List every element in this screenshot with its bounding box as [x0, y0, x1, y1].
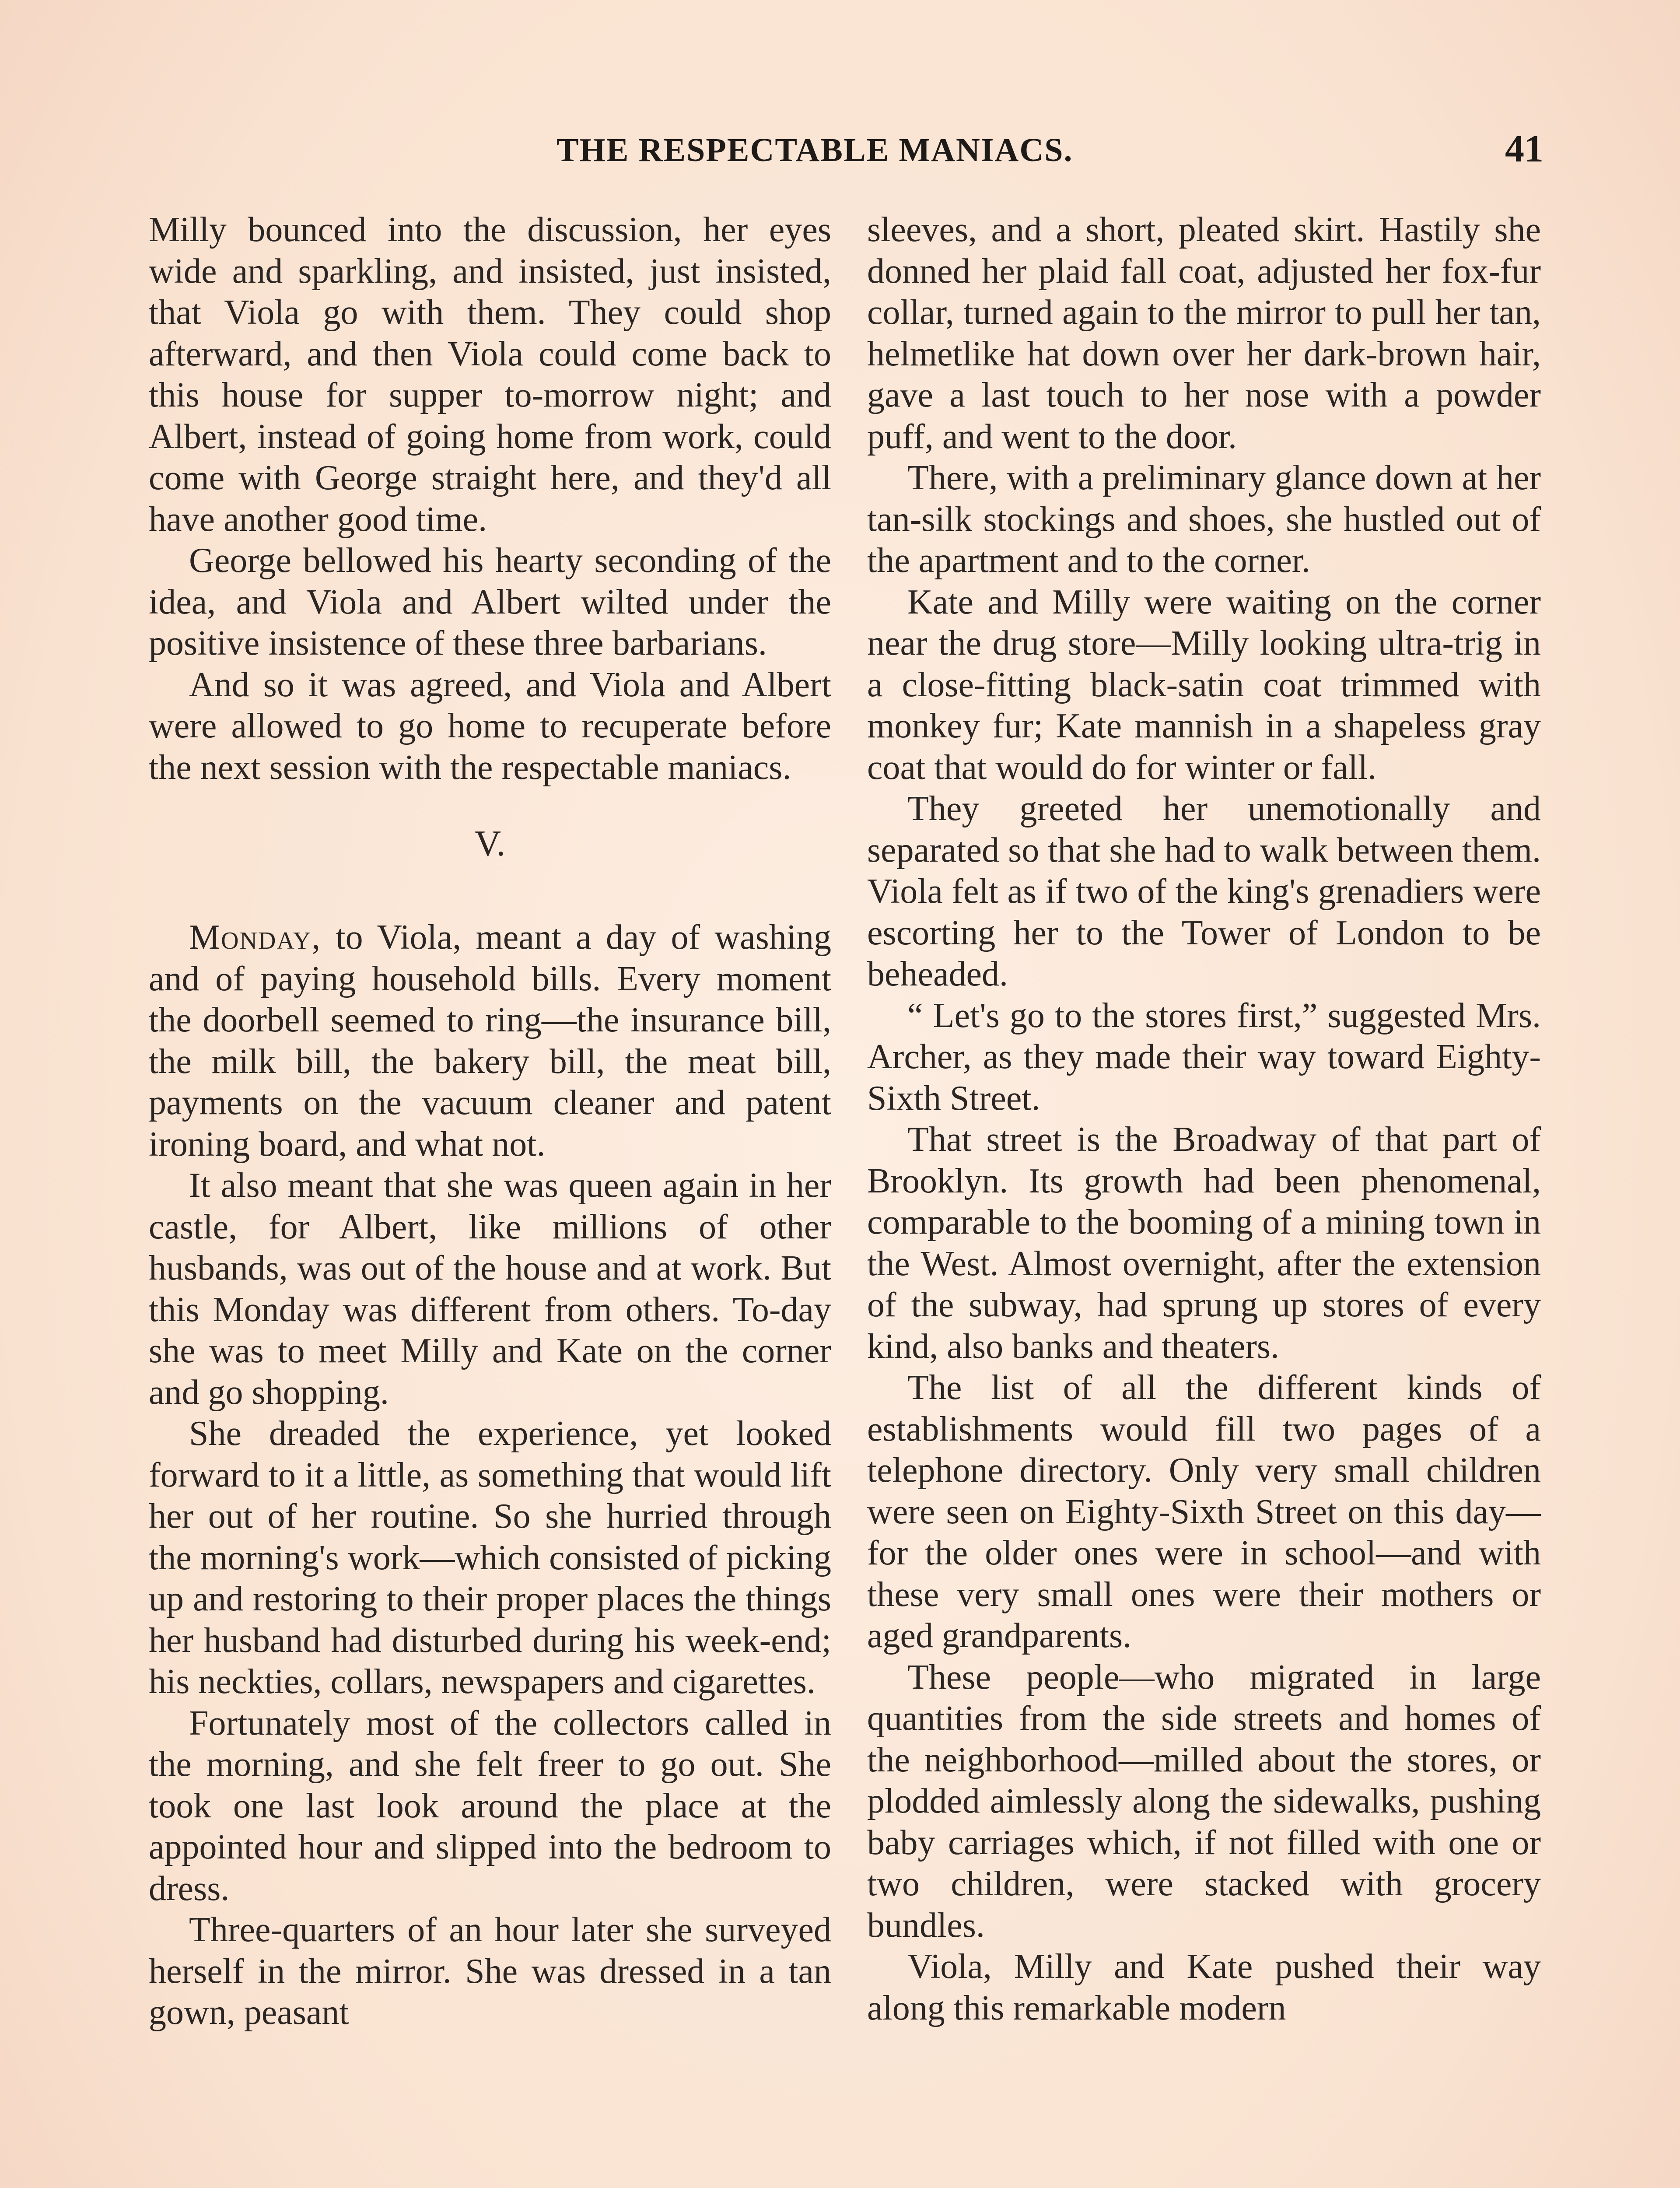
- paragraph: Viola, Milly and Kate pushed their way along this remarkable modern: [867, 1947, 1541, 2027]
- paragraph: There, with a preliminary glance down at her tan-silk stockings and shoes, she hustled out of the apartment and to the corner.: [867, 459, 1541, 580]
- paragraph: That street is the Broadway of that part of Brooklyn. Its growth had been phenomenal, comparable to the booming of a mining town in the West. Almost overnight, after the extension of the subway, had sprung up stores of every kind, also banks and theaters.: [867, 1120, 1541, 1366]
- section-heading: V.: [474, 823, 506, 864]
- paragraph: “ Let's go to the stores first,” suggested Mrs. Archer, as they made their way toward Eighty-Sixth Street.: [867, 996, 1541, 1118]
- paragraph: It also meant that she was queen again in her castle, for Albert, like millions of other husbands, was out of the house and at work. But this Monday was different from others. To-day she was to meet Milly and Kate on the corner and go shopping.: [149, 1166, 831, 1412]
- paragraph: Fortunately most of the collectors called in the morning, and she felt freer to go out. She took one last look around the place at the appointed hour and slipped into the bedroom to dress.: [149, 1704, 831, 1908]
- section-opening-paragraph: [149, 917, 831, 1165]
- running-title: THE RESPECTABLE MANIACS.: [556, 132, 1073, 168]
- opening-text: to Viola, meant a day of washing and of paying household bills. Every moment the doorbell seemed to ring—the insurance bill, the milk bill, the bakery bill, the meat bill, payments on the vacuum cleaner and patent ironing board, and what not.: [149, 918, 831, 1164]
- paragraph: Milly bounced into the discussion, her eyes wide and sparkling, and insisted, just insisted, that Viola go with them. They could shop afterward, and then Viola could come back to this house for supper to-morrow night; and Albert, instead of going home from work, could come with George straight here, and they'd all have another good time.: [149, 210, 831, 539]
- left-column: [149, 209, 831, 2034]
- paragraph: Kate and Milly were waiting on the corner near the drug store—Milly looking ultra-trig in a close-fitting black-satin coat trimmed with monkey fur; Kate mannish in a shapeless gray coat that would do for winter or fall.: [867, 582, 1541, 787]
- page-number: 41: [1505, 128, 1544, 170]
- opening-word: Monday,: [189, 918, 322, 957]
- paragraph: The list of all the different kinds of establishments would fill two pages of a telephone directory. Only very small children were seen on Eighty-Sixth Street on this day—for the older ones were in school—and with these very small ones were their mothers or aged grandparents.: [867, 1368, 1541, 1655]
- paragraph: George bellowed his hearty seconding of the idea, and Viola and Albert wilted under the positive insistence of these three barbarians.: [149, 541, 831, 663]
- paragraph: These people—who migrated in large quantities from the side streets and homes of the neighborhood—milled about the stores, or plodded aimlessly along the sidewalks, pushing baby carriages which, if not filled with one or two children, were stacked with grocery bundles.: [867, 1658, 1541, 1945]
- paragraph: She dreaded the experience, yet looked forward to it a little, as something that would lift her out of her routine. So she hurried through the morning's work—which consisted of picking up and restoring to their proper places the things her husband had disturbed during his week-end; his neckties, collars, newspapers and cigarettes.: [149, 1414, 831, 1701]
- paragraph: sleeves, and a short, pleated skirt. Hastily she donned her plaid fall coat, adjusted her fox-fur collar, turned again to the mirror to pull her tan, helmetlike hat down over her dark-brown hair, gave a last touch to her nose with a powder puff, and went to the door.: [867, 210, 1541, 456]
- paragraph: Three-quarters of an hour later she surveyed herself in the mirror. She was dressed in a tan gown, peasant: [149, 1911, 831, 2032]
- paragraph: And so it was agreed, and Viola and Albert were allowed to go home to recuperate before the next session with the respectable maniacs.: [149, 665, 831, 787]
- paragraph: They greeted her unemotionally and separated so that she had to walk between them. Viola felt as if two of the king's grenadiers were escorting her to the Tower of London to be beheaded.: [867, 789, 1541, 993]
- right-column: [867, 209, 1541, 2029]
